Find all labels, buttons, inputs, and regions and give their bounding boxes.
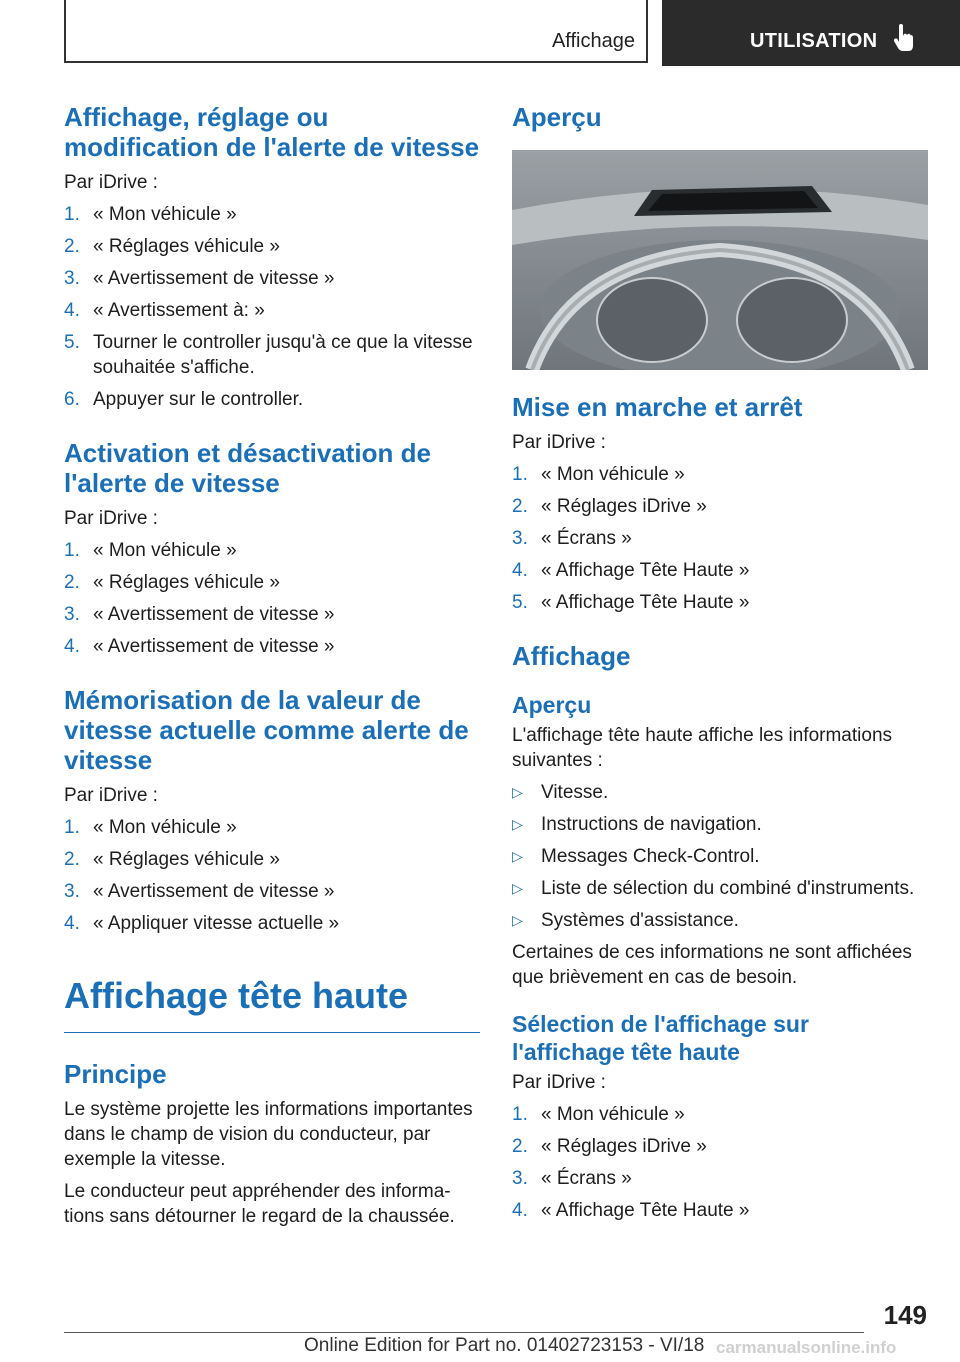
step-number: 2. xyxy=(64,236,80,257)
step-number: 1. xyxy=(512,1104,528,1125)
subsection-title: Sélection de l'affichage sur l'affichage tête haute xyxy=(512,1011,809,1065)
list-item xyxy=(64,815,480,840)
list-item xyxy=(512,1198,928,1223)
list-item xyxy=(64,634,480,659)
list-item xyxy=(64,570,480,595)
bullet-list xyxy=(512,780,928,933)
step-list xyxy=(512,1102,928,1223)
bullet-triangle-icon: ▷ xyxy=(512,912,523,928)
header-section-title: Affichage xyxy=(551,30,635,52)
header-chapter-title: UTILISATION xyxy=(750,30,878,52)
step-list xyxy=(64,538,480,659)
bullet-triangle-icon: ▷ xyxy=(512,784,523,800)
list-item xyxy=(512,908,928,933)
list-item xyxy=(512,558,928,583)
bullet-triangle-icon: ▷ xyxy=(512,880,523,896)
step-number: 5. xyxy=(64,332,80,353)
step-number: 4. xyxy=(64,636,80,657)
paragraph: L'affichage tête haute affiche les informations suivantes : xyxy=(512,725,893,771)
step-number: 2. xyxy=(64,572,80,593)
head-up-display-illustration xyxy=(512,150,928,370)
step-text: « Réglages véhicule » xyxy=(93,849,280,870)
step-number: 4. xyxy=(512,1200,528,1221)
step-text: « Mon véhicule » xyxy=(541,1104,685,1125)
watermark: carmanualsonline.info xyxy=(716,1338,897,1357)
footer-edition: Online Edition for Part no. 01402723153 - VI/18 xyxy=(304,1335,705,1356)
step-text: « Réglages iDrive » xyxy=(541,496,707,517)
step-number: 2. xyxy=(64,849,80,870)
step-text: Tourner le controller jusqu'à ce que la vitesse souhaitée s'affiche. xyxy=(93,332,473,378)
step-number: 3. xyxy=(64,881,80,902)
list-item xyxy=(512,494,928,519)
list-item xyxy=(64,538,480,563)
list-item xyxy=(64,387,480,412)
list-item xyxy=(512,526,928,551)
bullet-triangle-icon: ▷ xyxy=(512,816,523,832)
left-column xyxy=(64,102,480,1236)
list-item xyxy=(512,844,928,869)
header-chapter-tab xyxy=(662,0,960,66)
subsection-title: Aperçu xyxy=(512,692,592,718)
step-list xyxy=(512,462,928,615)
step-text: Appuyer sur le controller. xyxy=(93,389,304,410)
list-item xyxy=(512,780,928,805)
step-number: 1. xyxy=(512,464,528,485)
bullet-text: Messages Check-Control. xyxy=(541,846,760,867)
step-text: « Réglages véhicule » xyxy=(93,572,280,593)
step-number: 4. xyxy=(512,560,528,581)
list-item xyxy=(512,462,928,487)
intro-text: Par iDrive : xyxy=(64,785,158,806)
step-number: 5. xyxy=(512,592,528,613)
section-title: Aperçu xyxy=(512,102,602,132)
bullet-text: Vitesse. xyxy=(541,782,609,803)
step-text: « Affichage Tête Haute » xyxy=(541,592,750,613)
step-number: 3. xyxy=(512,528,528,549)
pointing-hand-icon xyxy=(894,24,914,52)
right-column xyxy=(512,102,928,1230)
page-number: 149 xyxy=(883,1300,927,1330)
intro-text: Par iDrive : xyxy=(64,508,158,529)
step-number: 4. xyxy=(64,300,80,321)
dashboard-photo xyxy=(512,150,928,370)
list-item xyxy=(512,1166,928,1191)
list-item xyxy=(64,234,480,259)
step-text: « Écrans » xyxy=(541,1168,632,1189)
step-text: « Avertissement à: » xyxy=(93,300,265,321)
section-title: Affichage, réglage ou modification de l'alerte de vitesse xyxy=(64,102,480,162)
step-number: 3. xyxy=(64,268,80,289)
step-number: 1. xyxy=(64,540,80,561)
step-text: « Réglages iDrive » xyxy=(541,1136,707,1157)
section-title: Activation et désactivation de l'alerte de vitesse xyxy=(64,438,431,498)
list-item xyxy=(64,847,480,872)
list-item xyxy=(512,876,928,901)
list-item xyxy=(64,879,480,904)
paragraph: Le conducteur peut appréhender des informa-tions sans détourner le regard de la chaussée. xyxy=(64,1181,455,1227)
intro-text: Par iDrive : xyxy=(512,432,606,453)
step-text: « Avertissement de vitesse » xyxy=(93,268,335,289)
list-item xyxy=(64,330,480,380)
step-text: « Avertissement de vitesse » xyxy=(93,881,335,902)
list-item xyxy=(512,1134,928,1159)
step-number: 3. xyxy=(512,1168,528,1189)
step-number: 1. xyxy=(64,817,80,838)
step-number: 3. xyxy=(64,604,80,625)
step-text: « Mon véhicule » xyxy=(541,464,685,485)
section-title: Affichage xyxy=(512,641,631,671)
section-title: Mise en marche et arrêt xyxy=(512,392,803,422)
step-text: « Appliquer vitesse actuelle » xyxy=(93,913,340,934)
list-item xyxy=(64,202,480,227)
list-item xyxy=(64,911,480,936)
bullet-text: Instructions de navigation. xyxy=(541,814,762,835)
step-number: 2. xyxy=(512,496,528,517)
step-number: 4. xyxy=(64,913,80,934)
step-number: 2. xyxy=(512,1136,528,1157)
step-text: « Affichage Tête Haute » xyxy=(541,1200,750,1221)
step-list xyxy=(64,202,480,412)
section-title: Mémorisation de la valeur de vitesse actuelle comme alerte de vitesse xyxy=(64,685,469,775)
paragraph: Le système projette les informations importantes dans le champ de vision du conducteur, par exemple la vitesse. xyxy=(64,1099,473,1170)
list-item xyxy=(512,812,928,837)
step-text: « Mon véhicule » xyxy=(93,540,237,561)
chapter-title: Affichage tête haute xyxy=(64,974,480,1033)
step-number: 6. xyxy=(64,389,80,410)
list-item xyxy=(64,298,480,323)
step-list xyxy=(64,815,480,936)
bullet-text: Systèmes d'assistance. xyxy=(541,910,739,931)
intro-text: Par iDrive : xyxy=(512,1072,606,1093)
step-text: « Avertissement de vitesse » xyxy=(93,636,335,657)
step-text: « Mon véhicule » xyxy=(93,817,237,838)
step-number: 1. xyxy=(64,204,80,225)
step-text: « Affichage Tête Haute » xyxy=(541,560,750,581)
list-item xyxy=(512,590,928,615)
footer-divider xyxy=(64,1332,864,1333)
list-item xyxy=(64,602,480,627)
intro-text: Par iDrive : xyxy=(64,172,158,193)
step-text: « Écrans » xyxy=(541,528,632,549)
list-item xyxy=(64,266,480,291)
step-text: « Avertissement de vitesse » xyxy=(93,604,335,625)
list-item xyxy=(512,1102,928,1127)
step-text: « Mon véhicule » xyxy=(93,204,237,225)
bullet-text: Liste de sélection du combiné d'instruments. xyxy=(541,878,915,899)
paragraph: Certaines de ces informations ne sont affichées que brièvement en cas de besoin. xyxy=(512,942,912,988)
section-title: Principe xyxy=(64,1059,167,1089)
bullet-triangle-icon: ▷ xyxy=(512,848,523,864)
step-text: « Réglages véhicule » xyxy=(93,236,280,257)
